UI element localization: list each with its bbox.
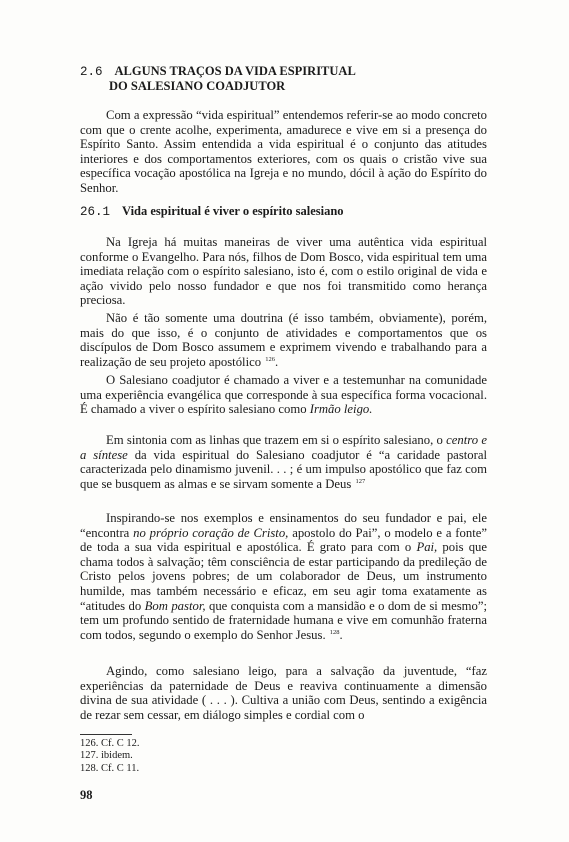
footnote-ref-128: 128 <box>329 628 340 636</box>
footnote-126: 126. Cf. C 12. <box>80 738 140 749</box>
footnote-ref-127: 127 <box>355 477 366 485</box>
paragraph-5-text-c: pois que chama todos à salvação; têm consciência de estar participando da predileção de Cristo pelos jovens pobres; de um colaborador de Deus, um instrumento humilde, mas também necessário e eficaz, em seu agir toma exatamente as “atitudes do <box>80 540 488 613</box>
paragraph-5-italic-1: no próprio coração de Cristo, <box>133 525 289 540</box>
paragraph-5-italic-2: Pai, <box>416 540 438 555</box>
paragraph-5-end: . <box>339 627 343 642</box>
footnote-divider <box>80 734 132 735</box>
paragraph-4 <box>80 433 487 491</box>
paragraph-2-end: . <box>275 354 279 369</box>
paragraph-2-text: Não é tão somente uma doutrina (é isso também, obviamente), porém, mais do que isso, é o conjunto de atividades e comportamentos que os discípulos de Dom Bosco assumem e exprimem vivendo e trabalhando para a realização de seu projeto apostólico <box>80 311 487 369</box>
footnote-128: 128. Cf. C 11. <box>80 762 140 774</box>
footnotes <box>80 738 140 775</box>
subsection-title: Vida espiritual é viver o espírito salesiano <box>122 204 344 218</box>
paragraph-4-text-a: Em sintonia com as linhas que trazem em si o espírito salesiano, o <box>106 433 443 447</box>
paragraph-5 <box>80 511 487 642</box>
paragraph-3-text: O Salesiano coadjutor é chamado a viver e a testemunhar na comunidade uma experiência evangélica que corresponde à sua específica forma vocacional. É chamado a viver o espírito salesiano como <box>80 373 487 417</box>
section-title-line2: DO SALESIANO COADJUTOR <box>109 79 286 93</box>
paragraph-5-text-a: Inspirando-se nos exemplos e ensinamentos do seu fundador e pai, ele “encontra <box>80 511 487 540</box>
paragraph-5-text-d: que conquista com a mansidão e o dom de si mesmo”; tem um profundo sentido de fraternidade humana e vive em comunhão fraterna com todos, segundo o exemplo do Senhor Jesus. <box>80 598 488 642</box>
book-page <box>80 0 487 842</box>
paragraph-4-text-b: da vida espiritual do Salesiano coadjutor é “a caridade pastoral caracterizada pelo dinamismo juvenil. . . ; é um impulso apostólico que faz com que se busquem as almas e se sirvam somente a Deus <box>80 447 488 491</box>
footnote-ref-126: 126 <box>265 355 275 363</box>
paragraph-5-text-b: apostolo do Pai”, o modelo e a fonte” de toda a sua vida espiritual e apostólica. É grato para com o <box>80 525 488 555</box>
section-title-line1: ALGUNS TRAÇOS DA VIDA ESPIRITUAL <box>114 64 356 78</box>
section-heading-line2 <box>109 79 285 94</box>
paragraph-5-italic-3: Bom pastor, <box>144 598 206 613</box>
footnote-127: 127. ibidem. <box>80 750 133 762</box>
paragraph-1: Na Igreja há muitas maneiras de viver uma autêntica vida espiritual conforme o Evangelho. Para nós, filhos de Dom Bosco, vida espiritual tem uma imediata relação com o espírito salesiano, isto é, com o estilo original de vida e ação vivido pelo nosso fundador e que nos foi transmitido como herança preciosa. <box>80 235 487 308</box>
paragraph-4-italic: centro e a síntese <box>80 433 487 462</box>
paragraph-3 <box>80 373 487 417</box>
subsection-number: 26.1 <box>80 205 111 219</box>
intro-paragraph: Com a expressão “vida espiritual” entendemos referir-se ao modo concreto com que o crente acolhe, experimenta, amadurece e vive em si a presença do Espírito Santo. Assim entendida a vida espiritual é o conjunto das atitudes interiores e dos comportamentos exteriores, com os quais o cristão vive sua específica vocação apostólica na Igreja e no mundo, dócil à ação do Espírito do Senhor. <box>80 108 487 195</box>
subsection-heading <box>80 204 344 220</box>
page-number: 98 <box>80 788 93 802</box>
paragraph-3-italic: Irmão leigo. <box>309 402 373 417</box>
paragraph-2 <box>80 311 487 369</box>
paragraph-6: Agindo, como salesiano leigo, para a salvação da juventude, “faz experiências da paternidade de Deus e reaviva continuamente a dimensão divina de sua atividade ( . . . ). Cultiva a união com Deus, sentindo a exigência de rezar sem cessar, em diálogo simples e cordial com o <box>80 664 487 722</box>
section-number: 2.6 <box>80 65 103 79</box>
section-heading <box>80 64 356 80</box>
